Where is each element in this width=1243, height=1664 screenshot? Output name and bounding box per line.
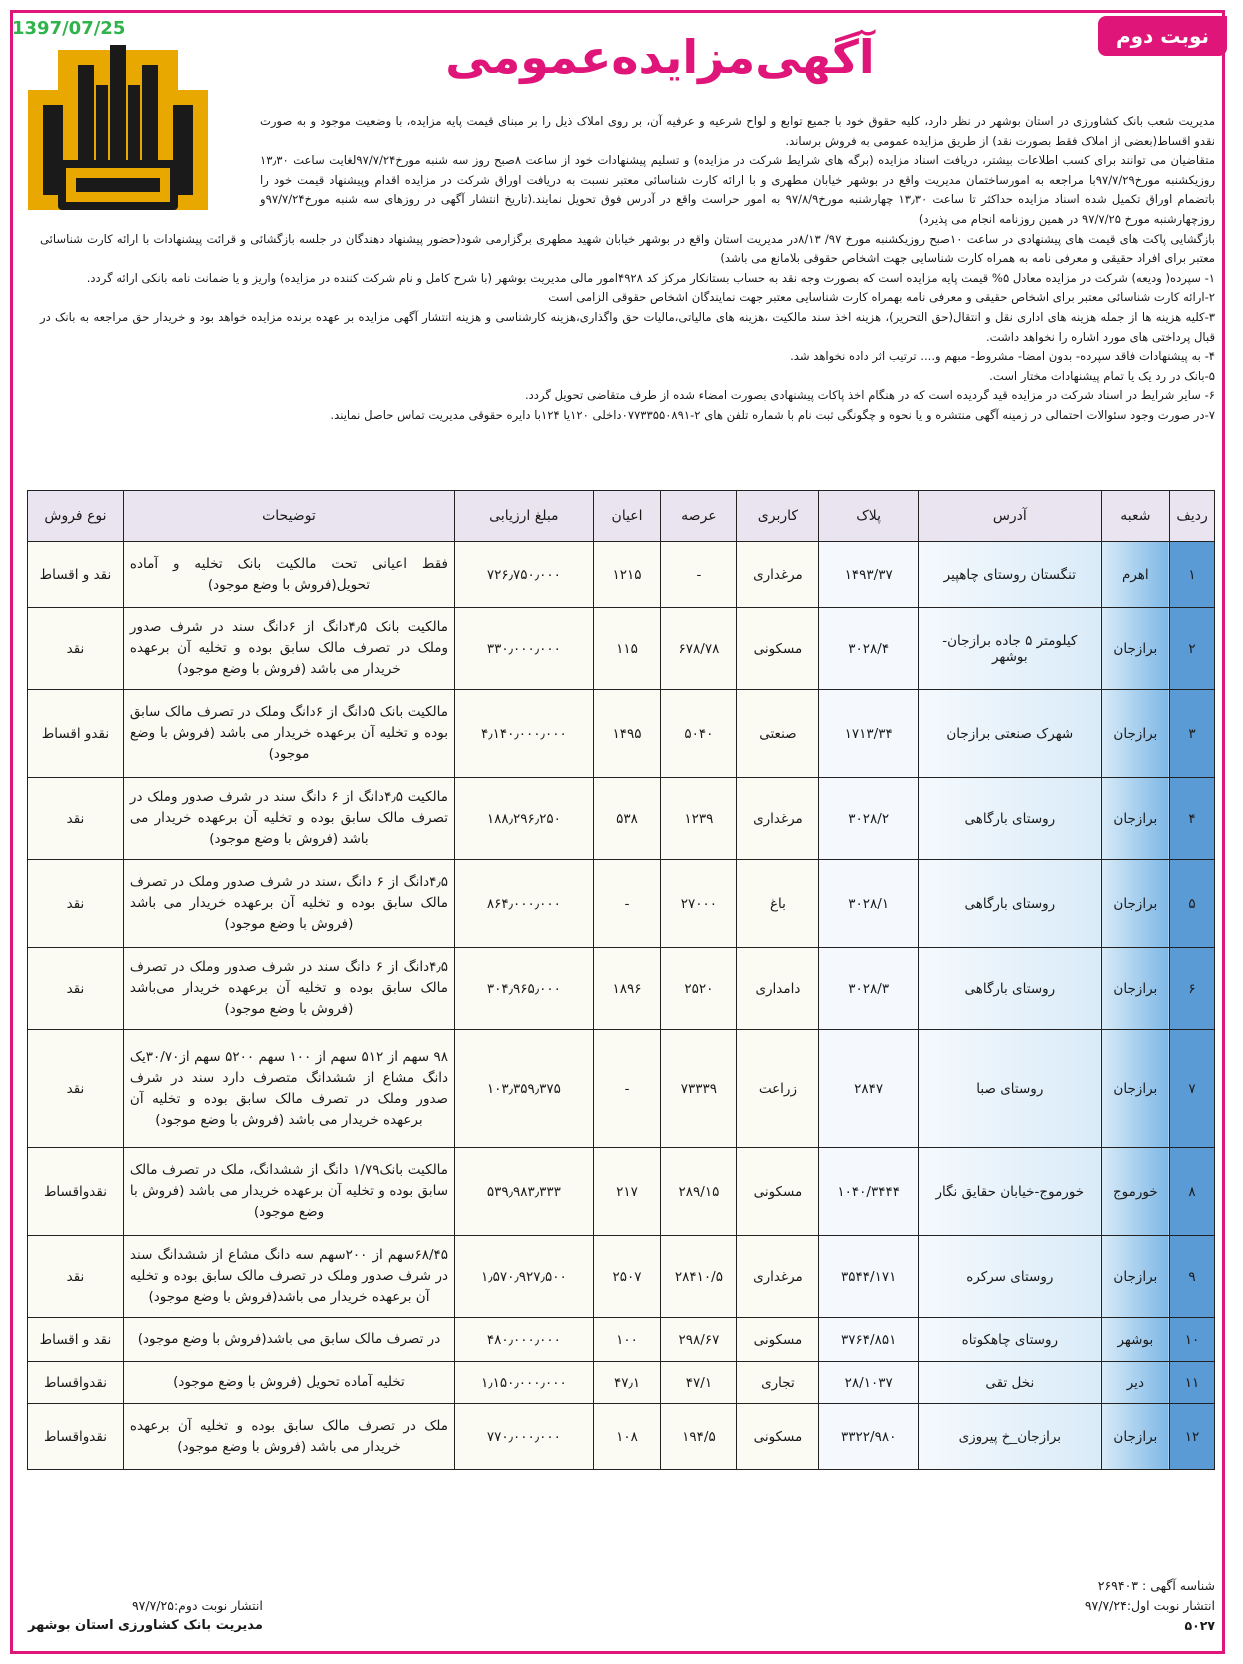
cell-land-area: ۷۳۳۳۹ [661, 1030, 737, 1148]
cell-row-number: ۲ [1170, 608, 1215, 690]
cell-row-number: ۶ [1170, 948, 1215, 1030]
cell-sale-type: نقد [28, 608, 124, 690]
cell-value: ۳۰۴٫۹۶۵٫۰۰۰ [455, 948, 594, 1030]
cell-building-area: ۴۷٫۱ [593, 1362, 661, 1404]
cell-land-area: ۱۲۳۹ [661, 778, 737, 860]
cell-value: ۱٫۱۵۰٫۰۰۰٫۰۰۰ [455, 1362, 594, 1404]
header-description: توضیحات [123, 491, 454, 542]
cell-building-area: ۵۳۸ [593, 778, 661, 860]
cell-building-area: ۲۵۰۷ [593, 1236, 661, 1318]
cell-land-area: ۲۸۴۱۰/۵ [661, 1236, 737, 1318]
cell-branch: برازجان [1101, 948, 1169, 1030]
cell-building-area: ۱۴۹۵ [593, 690, 661, 778]
cell-address: روستای سرکره [918, 1236, 1101, 1318]
cell-use: صنعتی [737, 690, 819, 778]
header-address: آدرس [918, 491, 1101, 542]
second-publish-date: انتشار نوبت دوم:۹۷/۷/۲۵ [131, 1598, 263, 1613]
publish-date-stamp: 1397/07/25 [12, 18, 126, 39]
cell-address: برازجان_خ پیروزی [918, 1404, 1101, 1470]
cell-value: ۱۸۸٫۲۹۶٫۲۵۰ [455, 778, 594, 860]
table-row [28, 1404, 1215, 1470]
cell-use: مرغداری [737, 1236, 819, 1318]
cell-description: مالکیت بانک ۵دانگ از ۶دانگ وملک در تصرف مالک سابق بوده و تخلیه آن برعهده خریدار می باشد (فروش با وضع موجود) [123, 690, 454, 778]
cell-land-area: ۴۷/۱ [661, 1362, 737, 1404]
cell-sale-type: نقد [28, 1236, 124, 1318]
cell-value: ۵۳۹٫۹۸۳٫۳۳۳ [455, 1148, 594, 1236]
cell-branch: برازجان [1101, 860, 1169, 948]
cell-sale-type: نقدواقساط [28, 1404, 124, 1470]
table-row [28, 1318, 1215, 1362]
cell-address: شهرک صنعتی برازجان [918, 690, 1101, 778]
cell-row-number: ۴ [1170, 778, 1215, 860]
cell-use: مسکونی [737, 608, 819, 690]
cell-land-area: ۲۵۲۰ [661, 948, 737, 1030]
cell-branch: بوشهر [1101, 1318, 1169, 1362]
cell-building-area: ۱۲۱۵ [593, 542, 661, 608]
cell-value: ۷۷۰٫۰۰۰٫۰۰۰ [455, 1404, 594, 1470]
cell-plate: ۱۷۱۳/۳۴ [819, 690, 919, 778]
cell-description: مالکیت بانک۱/۷۹ دانگ از ششدانگ، ملک در تصرف مالک سابق بوده و تخلیه آن برعهده خریدار می باشد (فروش با وضع موجود) [123, 1148, 454, 1236]
header-branch: شعبه [1101, 491, 1169, 542]
cell-branch: برازجان [1101, 690, 1169, 778]
cell-address: روستای صبا [918, 1030, 1101, 1148]
cell-building-area: ۱۰۰ [593, 1318, 661, 1362]
cell-address: روستای بارگاهی [918, 948, 1101, 1030]
cell-row-number: ۹ [1170, 1236, 1215, 1318]
cell-row-number: ۱۲ [1170, 1404, 1215, 1470]
cell-value: ۱٫۵۷۰٫۹۲۷٫۵۰۰ [455, 1236, 594, 1318]
cell-land-area: ۵۰۴۰ [661, 690, 737, 778]
table-row [28, 1362, 1215, 1404]
cell-description: فقط اعیانی تحت مالکیت بانک تخلیه و آماده تحویل(فروش با وضع موجود) [123, 542, 454, 608]
cell-building-area: - [593, 1030, 661, 1148]
cell-description: در تصرف مالک سابق می باشد(فروش با وضع موجود) [123, 1318, 454, 1362]
cell-land-area: ۲۹۸/۶۷ [661, 1318, 737, 1362]
cell-use: دامداری [737, 948, 819, 1030]
page-title: آگهی‌مزایده‌عمومی [445, 30, 875, 84]
cell-sale-type: نقد [28, 860, 124, 948]
cell-row-number: ۱ [1170, 542, 1215, 608]
cell-use: تجاری [737, 1362, 819, 1404]
cell-address: روستای بارگاهی [918, 860, 1101, 948]
cell-address: روستای چاهکوتاه [918, 1318, 1101, 1362]
cell-row-number: ۳ [1170, 690, 1215, 778]
cell-sale-type: نقد [28, 1030, 124, 1148]
cell-use: باغ [737, 860, 819, 948]
bank-signature: مدیریت بانک کشاورزی استان بوشهر [28, 1618, 263, 1633]
table-header-row [28, 491, 1215, 542]
cell-sale-type: نقد و اقساط [28, 542, 124, 608]
header-sale-type: نوع فروش [28, 491, 124, 542]
round-badge: نوبت دوم [1098, 16, 1227, 56]
cell-description: ۶۸/۴۵سهم از ۲۰۰سهم سه دانگ مشاع از ششدانگ سند در شرف صدور وملک در تصرف مالک سابق بوده و تخلیه آن برعهده خریدار می باشد(فروش با وضع موجود) [123, 1236, 454, 1318]
first-publish-date: انتشار نوبت اول:۹۷/۷/۲۴ [1084, 1598, 1215, 1613]
ad-id: شناسه آگهی : ۲۶۹۴۰۳ [1097, 1578, 1215, 1593]
cell-row-number: ۱۰ [1170, 1318, 1215, 1362]
cell-plate: ۳۰۲۸/۱ [819, 860, 919, 948]
cell-value: ۴۸۰٫۰۰۰٫۰۰۰ [455, 1318, 594, 1362]
cell-address: کیلومتر ۵ جاده برازجان-بوشهر [918, 608, 1101, 690]
cell-use: زراعت [737, 1030, 819, 1148]
intro-line: مدیریت شعب بانک کشاورزی در استان بوشهر در نظر دارد، کلیه حقوق خود با جمیع توابع و لواح شرعیه و عرفیه آن، بر روی املاک ذیل را بر مبنای قیمت پایه مزایده، با وضعیت موجود و به صورت نقدو اقساط(بعضی از املاک فقط بصورت نقد) از طریق مزایده عمومی به فروش برساند. [260, 114, 1215, 148]
cell-building-area: - [593, 860, 661, 948]
cell-branch: برازجان [1101, 778, 1169, 860]
condition-item: ۴- به پیشنهادات فاقد سپرده- بدون امضا- مشروط- مبهم و.... ترتیب اثر داده نخواهد شد. [790, 349, 1215, 364]
cell-land-area: ۶۷۸/۷۸ [661, 608, 737, 690]
header-use: کاربری [737, 491, 819, 542]
intro-line: متقاضیان می توانند برای کسب اطلاعات بیشتر، دریافت اسناد مزایده (برگه های شرایط شرکت در مزایده) و تسلیم پیشنهادات خود از ساعت ۸صبح روز سه شنبه مورخ۹۷/۷/۲۴لغایت ساعت ۱۳٫۳۰ روزیکشنبه مورخ۹۷/۷/۲۹با مراجعه به امورساختمان مدیریت واقع در بوشهر خیابان مطهری و با ارائه کارت شناسائی معتبر نسبت به دریافت اوراق شرکت در مزایده اقدام وپیشنهاد قیمت خود را باتضمام اوراق تکمیل شده اسناد مزایده حداکثر تا ساعت ۱۳٫۳۰ چهارشنبه مورخ۹۷/۸/۹ به امور حراست واقع در آدرس فوق تحویل نمایند.(تاریخ انتشار آگهی در روزهای سه شنبه مورخ۹۷/۷/۲۴و روزچهارشنبه مورخ ۹۷/۷/۲۵ در همین روزنامه انجام می پذیرد) [260, 153, 1216, 226]
cell-branch: اهرم [1101, 542, 1169, 608]
cell-value: ۳۳۰٫۰۰۰٫۰۰۰ [455, 608, 594, 690]
header-value: مبلغ ارزیابی [455, 491, 594, 542]
footer-signature [28, 1596, 263, 1636]
cell-address: خورموج-خیابان حقایق نگار [918, 1148, 1101, 1236]
table-row [28, 1236, 1215, 1318]
header-row-number: ردیف [1170, 491, 1215, 542]
cell-plate: ۳۷۶۴/۸۵۱ [819, 1318, 919, 1362]
cell-land-area: ۲۸۹/۱۵ [661, 1148, 737, 1236]
cell-branch: برازجان [1101, 1236, 1169, 1318]
cell-address: تنگستان روستای چاهپیر [918, 542, 1101, 608]
cell-use: مرغداری [737, 542, 819, 608]
table-row [28, 1030, 1215, 1148]
intro-text [40, 112, 1215, 426]
cell-description: تخلیه آماده تحویل (فروش با وضع موجود) [123, 1362, 454, 1404]
table-row [28, 860, 1215, 948]
cell-building-area: ۱۰۸ [593, 1404, 661, 1470]
cell-plate: ۳۳۲۲/۹۸۰ [819, 1404, 919, 1470]
condition-item: ۶- سایر شرایط در اسناد شرکت در مزایده قید گردیده است که در هنگام اخذ پاکات پیشنهادی بصورت امضاء شده از طرف متقاضی تحویل گردد. [524, 388, 1215, 403]
header-land-area: عرصه [661, 491, 737, 542]
header-plate: پلاک [819, 491, 919, 542]
cell-row-number: ۱۱ [1170, 1362, 1215, 1404]
cell-sale-type: نقدواقساط [28, 1362, 124, 1404]
cell-row-number: ۸ [1170, 1148, 1215, 1236]
cell-description: ۹۸ سهم از ۵۱۲ سهم از ۱۰۰ سهم ۵۲۰۰ سهم از۳۰/۷۰یک دانگ مشاع از ششدانگ متصرف دارد سند در شرف صدور وملک در تصرف مالک سابق بوده و تخلیه آن برعهده خریدار می باشد (فروش با وضع موجود) [123, 1030, 454, 1148]
cell-address: روستای بارگاهی [918, 778, 1101, 860]
condition-item: ۵-بانک در رد یک یا تمام پیشنهادات مختار است. [989, 368, 1215, 383]
intro-line: بازگشایی پاکت های قیمت های پیشنهادی در ساعت ۱۰صبح روزیکشنبه مورخ ۹۷/ ۸/۱۳در مدیریت استان واقع در بوشهر خیابان شهید مطهری برگزارمی شود(حضور پیشنهاد دهندگان در جلسه بازگشائی و قرائت پیشنهادات با ارائه کارت شناسائی معتبر برای افراد حقیقی و معرفی نامه به همراه کارت شناسایی جهت اشخاص حقوقی بلامانع می باشد) [40, 231, 1216, 266]
cell-value: ۱۰۳٫۳۵۹٫۳۷۵ [455, 1030, 594, 1148]
cell-plate: ۳۰۲۸/۴ [819, 608, 919, 690]
cell-row-number: ۷ [1170, 1030, 1215, 1148]
table-row [28, 778, 1215, 860]
cell-description: ملک در تصرف مالک سابق بوده و تخلیه آن برعهده خریدار می باشد (فروش با وضع موجود) [123, 1404, 454, 1470]
cell-land-area: - [661, 542, 737, 608]
table-row [28, 690, 1215, 778]
header-building-area: اعیان [593, 491, 661, 542]
cell-sale-type: نقد [28, 948, 124, 1030]
cell-sale-type: نقد و اقساط [28, 1318, 124, 1362]
cell-plate: ۳۵۴۴/۱۷۱ [819, 1236, 919, 1318]
cell-description: ۴٫۵دانگ از ۶ دانگ سند در شرف صدور وملک در تصرف مالک سابق بوده و تخلیه آن برعهده خریدار می‌باشد (فروش با وضع موجود) [123, 948, 454, 1030]
cell-value: ۴٫۱۴۰٫۰۰۰٫۰۰۰ [455, 690, 594, 778]
condition-item: ۷-در صورت وجود سئوالات احتمالی در زمینه آگهی منتشره و یا نحوه و چگونگی ثبت نام با شماره تلفن های ۲-۰۷۷۳۳۵۵۰۸۹۱داخلی ۱۲۰یا ۱۲۴با دایره حقوقی مدیریت تماس حاصل نمایند. [330, 407, 1215, 422]
cell-row-number: ۵ [1170, 860, 1215, 948]
cell-description: مالکیت ۴٫۵دانگ از ۶ دانگ سند در شرف صدور وملک در تصرف مالک سابق بوده و تخلیه آن برعهده خریدار می باشد (فروش با وضع موجود) [123, 778, 454, 860]
cell-branch: برازجان [1101, 1404, 1169, 1470]
cell-plate: ۳۰۲۸/۲ [819, 778, 919, 860]
cell-building-area: ۱۸۹۶ [593, 948, 661, 1030]
cell-description: ۴٫۵دانگ از ۶ دانگ ،سند در شرف صدور وملک در تصرف مالک سابق بوده و تخلیه آن برعهده خریدار می باشد (فروش با وضع موجود) [123, 860, 454, 948]
cell-description: مالکیت بانک ۴٫۵دانگ از ۶دانگ سند در شرف صدور وملک در تصرف مالک سابق بوده و تخلیه آن برعهده خریدار می باشد (فروش با وضع موجود) [123, 608, 454, 690]
cell-sale-type: نقدواقساط [28, 1148, 124, 1236]
cell-branch: برازجان [1101, 608, 1169, 690]
cell-use: مسکونی [737, 1148, 819, 1236]
cell-branch: دیر [1101, 1362, 1169, 1404]
properties-table [27, 490, 1215, 1470]
cell-value: ۸۶۴٫۰۰۰٫۰۰۰ [455, 860, 594, 948]
cell-plate: ۳۰۲۸/۳ [819, 948, 919, 1030]
cell-plate: ۲۸/۱۰۳۷ [819, 1362, 919, 1404]
condition-item: ۳-کلیه هزینه ها از جمله هزینه های اداری نقل و انتقال(حق التحریر)، هزینه اخذ سند مالکیت ،هزینه های مالیاتی،مالیات حق واگذاری،هزینه کارشناسی و هزینه انتشار آگهی مزایده بر عهده برنده مزایده خواهد بود و خریدار حق مراجعه به بانک در قبال پرداختی های مورد اشاره را نخواهد داشت. [40, 309, 1215, 344]
table-row [28, 948, 1215, 1030]
cell-building-area: ۲۱۷ [593, 1148, 661, 1236]
table-row [28, 1148, 1215, 1236]
cell-land-area: ۲۷۰۰۰ [661, 860, 737, 948]
table-row [28, 608, 1215, 690]
cell-plate: ۱۴۹۳/۳۷ [819, 542, 919, 608]
cell-plate: ۲۸۴۷ [819, 1030, 919, 1148]
cell-plate: ۱۰۴۰/۳۴۴۴ [819, 1148, 919, 1236]
cell-sale-type: نقدو اقساط [28, 690, 124, 778]
cell-building-area: ۱۱۵ [593, 608, 661, 690]
cell-use: مرغداری [737, 778, 819, 860]
cell-sale-type: نقد [28, 778, 124, 860]
cell-use: مسکونی [737, 1318, 819, 1362]
cell-branch: برازجان [1101, 1030, 1169, 1148]
table-row [28, 542, 1215, 608]
condition-item: ۲-ارائه کارت شناسائی معتبر برای اشخاص حقیقی و معرفی نامه بهمراه کارت شناسایی معتبر جهت نمایندگان اشخاص حقوقی الزامی است [548, 290, 1215, 305]
cell-branch: خورموج [1101, 1148, 1169, 1236]
ad-code: ۵۰۲۷ [1184, 1618, 1215, 1633]
cell-value: ۷۲۶٫۷۵۰٫۰۰۰ [455, 542, 594, 608]
footer-publish-info [1085, 1576, 1215, 1636]
cell-use: مسکونی [737, 1404, 819, 1470]
cell-land-area: ۱۹۴/۵ [661, 1404, 737, 1470]
cell-address: نخل تقی [918, 1362, 1101, 1404]
condition-item: ۱- سپرده( ودیعه) شرکت در مزایده معادل ۵% قیمت پایه مزایده است که بصورت وجه نقد به حساب بستانکار مرکز کد ۴۹۲۸امور مالی مدیریت بوشهر (با شرح کامل و نام شرکت کننده در مزایده) واریز و یا ضمانت نامه بانکی ارائه گردد. [86, 270, 1215, 285]
